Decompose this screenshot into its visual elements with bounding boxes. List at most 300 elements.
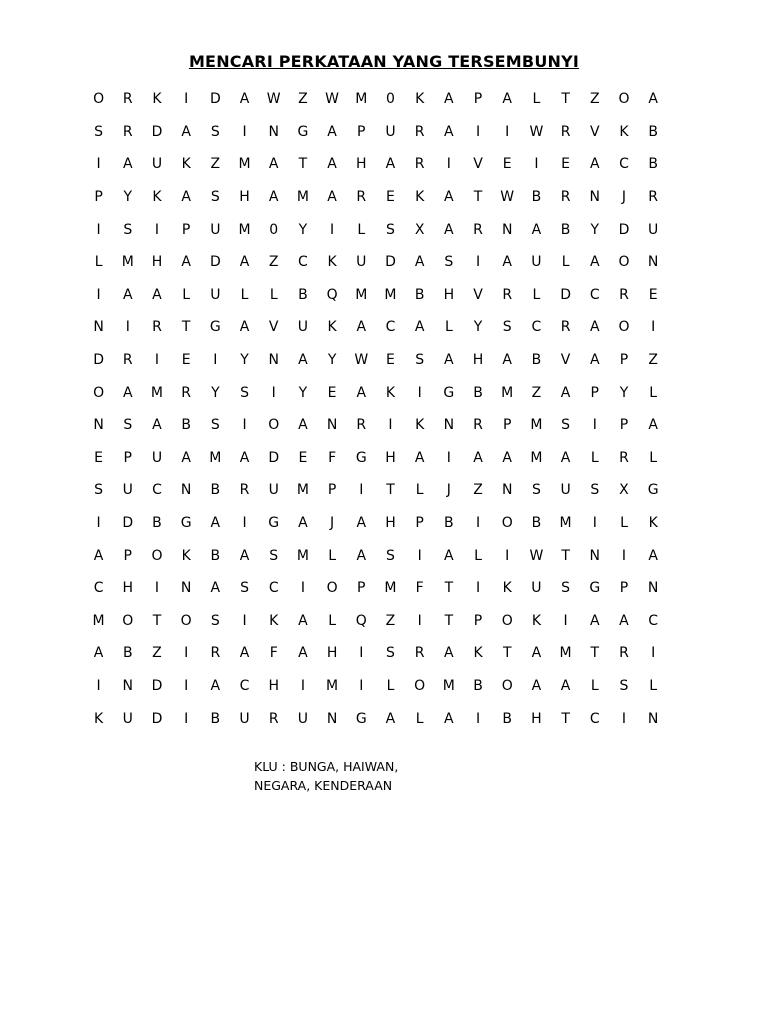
grid-letter: Z	[268, 254, 279, 271]
grid-letter: L	[328, 612, 336, 629]
grid-letter: O	[93, 91, 105, 108]
grid-letter: I	[359, 645, 364, 662]
grid-letter: S	[94, 482, 104, 499]
grid-letter: P	[619, 580, 629, 597]
grid-letter: A	[181, 123, 191, 140]
grid-letter: B	[414, 286, 425, 303]
grid-letter: R	[268, 710, 279, 727]
grid-letter: I	[475, 254, 481, 271]
grid-letter: S	[386, 547, 395, 564]
grid-letter: A	[298, 515, 308, 532]
clue-line-1: KLU : BUNGA, HAIWAN,	[254, 759, 399, 774]
grid-letter: D	[151, 677, 163, 694]
grid-letter: N	[268, 123, 279, 140]
grid-letter: P	[473, 91, 483, 108]
grid-letter: C	[239, 677, 250, 694]
grid-letter: D	[93, 352, 104, 369]
grid-letter: A	[298, 645, 308, 662]
grid-letter: A	[239, 645, 250, 662]
grid-letter: I	[213, 352, 218, 369]
grid-letter: I	[592, 515, 597, 532]
grid-letter: W	[266, 91, 281, 108]
grid-letter: J	[621, 189, 627, 206]
grid-letter: D	[151, 123, 163, 140]
grid-letter: P	[473, 612, 483, 629]
grid-letter: B	[210, 482, 221, 499]
grid-letter: R	[181, 384, 192, 401]
grid-letter: U	[356, 254, 367, 271]
grid-letter: B	[152, 515, 162, 532]
grid-letter: G	[355, 449, 367, 466]
grid-letter: V	[473, 156, 483, 173]
grid-letter: Y	[619, 384, 629, 401]
grid-letter: S	[386, 645, 395, 662]
grid-letter: V	[560, 352, 571, 369]
grid-letter: A	[181, 189, 191, 206]
grid-letter: A	[444, 547, 454, 564]
grid-letter: I	[242, 515, 247, 532]
grid-letter: Q	[355, 612, 367, 629]
grid-letter: I	[242, 417, 247, 434]
grid-letter: R	[473, 221, 483, 238]
grid-letter: U	[297, 710, 309, 727]
grid-letter: Y	[240, 352, 249, 369]
page-title: MENCARI PERKATAAN YANG TERSEMBUNYI	[188, 52, 580, 71]
grid-letter: X	[619, 482, 629, 499]
grid-letter: L	[269, 286, 278, 303]
grid-letter: Z	[589, 91, 600, 108]
grid-letter: A	[93, 547, 104, 564]
grid-letter: K	[502, 580, 512, 597]
grid-letter: I	[242, 612, 247, 629]
grid-letter: K	[531, 612, 541, 629]
grid-letter: A	[327, 156, 337, 173]
grid-letter: I	[96, 156, 101, 173]
grid-letter: A	[560, 677, 571, 694]
grid-letter: L	[620, 515, 628, 532]
grid-letter: S	[240, 580, 249, 597]
grid-letter: A	[122, 286, 133, 303]
grid-letter: T	[386, 482, 395, 499]
grid-letter: U	[122, 710, 133, 727]
grid-letter: R	[414, 645, 425, 662]
grid-letter: R	[122, 123, 133, 140]
grid-letter: I	[96, 286, 101, 303]
grid-letter: L	[474, 547, 482, 564]
grid-letter: K	[415, 91, 425, 108]
grid-letter: A	[181, 449, 191, 466]
grid-letter: T	[561, 710, 570, 727]
grid-letter: L	[561, 254, 570, 271]
grid-letter: S	[94, 123, 104, 140]
grid-letter: O	[93, 384, 105, 401]
grid-letter: R	[239, 482, 250, 499]
grid-letter: I	[184, 677, 189, 694]
grid-letter: A	[589, 156, 600, 173]
grid-letter: M	[384, 286, 397, 303]
grid-letter: B	[444, 515, 454, 532]
grid-letter: K	[327, 254, 337, 271]
grid-letter: C	[385, 319, 396, 336]
grid-letter: O	[180, 612, 192, 629]
grid-letter: R	[356, 189, 367, 206]
grid-letter: T	[561, 547, 570, 564]
grid-letter: D	[268, 449, 280, 466]
grid-letter: G	[355, 710, 367, 727]
grid-letter: O	[268, 417, 280, 434]
grid-letter: H	[531, 710, 542, 727]
grid-letter: R	[356, 417, 367, 434]
grid-letter: E	[298, 449, 308, 466]
grid-letter: I	[417, 612, 422, 629]
grid-letter: H	[326, 645, 338, 662]
grid-letter: A	[444, 221, 454, 238]
grid-letter: A	[298, 352, 308, 369]
grid-letter: P	[327, 482, 337, 499]
grid-letter: A	[122, 156, 133, 173]
grid-letter: J	[330, 515, 335, 532]
grid-letter: O	[618, 319, 630, 336]
grid-letter: A	[268, 156, 279, 173]
clue-text	[254, 757, 398, 795]
grid-letter: G	[297, 123, 309, 140]
grid-letter: R	[648, 189, 659, 206]
grid-letter: A	[385, 710, 396, 727]
grid-letter: A	[356, 319, 367, 336]
grid-letter: M	[296, 482, 309, 499]
grid-letter: Z	[210, 156, 221, 173]
grid-letter: A	[181, 254, 191, 271]
grid-letter: P	[415, 515, 424, 532]
grid-letter: I	[446, 156, 451, 173]
grid-letter: I	[475, 515, 481, 532]
grid-letter: H	[443, 286, 455, 303]
grid-letter: A	[560, 449, 571, 466]
grid-letter: O	[151, 547, 163, 564]
grid-letter: D	[151, 710, 163, 727]
grid-letter: O	[414, 677, 426, 694]
grid-letter: A	[502, 352, 512, 369]
grid-letter: L	[357, 221, 366, 238]
grid-letter: A	[414, 449, 425, 466]
grid-letter: Z	[531, 384, 542, 401]
grid-letter: B	[473, 384, 483, 401]
clue-line-2: NEGARA, KENDERAAN	[254, 778, 393, 793]
grid-letter: B	[210, 547, 221, 564]
grid-letter: A	[239, 254, 250, 271]
grid-letter: K	[152, 91, 162, 108]
grid-letter: B	[531, 352, 542, 369]
grid-letter: N	[268, 352, 279, 369]
grid-letter: I	[651, 319, 656, 336]
grid-letter: N	[647, 710, 659, 727]
grid-letter: L	[415, 710, 424, 727]
grid-letter: H	[151, 254, 163, 271]
grid-letter: R	[473, 417, 483, 434]
grid-letter: B	[298, 286, 308, 303]
word-search-grid	[84, 83, 668, 735]
grid-letter: U	[122, 482, 133, 499]
grid-letter: D	[618, 221, 630, 238]
grid-letter: A	[444, 352, 454, 369]
grid-letter: Z	[385, 612, 396, 629]
grid-letter: T	[473, 189, 483, 206]
grid-letter: M	[121, 254, 134, 271]
grid-letter: I	[359, 482, 364, 499]
grid-letter: M	[442, 677, 455, 694]
grid-letter: I	[446, 449, 451, 466]
grid-letter: H	[385, 515, 396, 532]
grid-letter: E	[181, 352, 191, 369]
grid-letter: 0	[269, 221, 279, 238]
grid-letter: J	[446, 482, 451, 499]
grid-letter: A	[356, 515, 367, 532]
grid-letter: S	[415, 352, 425, 369]
grid-letter: E	[561, 156, 571, 173]
grid-letter: N	[501, 482, 513, 499]
grid-letter: T	[561, 91, 570, 108]
grid-letter: U	[268, 482, 279, 499]
grid-letter: Z	[648, 352, 658, 369]
grid-letter: Y	[327, 352, 337, 369]
grid-letter: D	[560, 286, 571, 303]
grid-letter: I	[242, 123, 247, 140]
grid-letter: I	[563, 612, 568, 629]
grid-letter: O	[122, 612, 134, 629]
grid-letter: P	[502, 417, 512, 434]
grid-letter: I	[96, 221, 101, 238]
grid-letter: K	[473, 645, 483, 662]
grid-letter: R	[122, 91, 133, 108]
grid-letter: A	[122, 384, 133, 401]
grid-letter: R	[152, 319, 162, 336]
grid-letter: A	[444, 123, 454, 140]
grid-letter: G	[268, 515, 280, 532]
grid-letter: I	[184, 645, 189, 662]
grid-letter: I	[300, 580, 305, 597]
grid-letter: N	[326, 710, 338, 727]
grid-letter: A	[531, 221, 542, 238]
grid-letter: A	[444, 189, 454, 206]
grid-letter: S	[386, 221, 395, 238]
grid-letter: R	[414, 156, 425, 173]
grid-letter: I	[592, 417, 597, 434]
grid-letter: N	[647, 580, 659, 597]
grid-letter: G	[443, 384, 455, 401]
grid-letter: P	[357, 123, 366, 140]
grid-letter: G	[589, 580, 601, 597]
grid-letter: O	[326, 580, 338, 597]
grid-letter: L	[590, 449, 599, 466]
grid-letter: I	[417, 384, 422, 401]
grid-letter: M	[530, 449, 543, 466]
grid-letter: R	[560, 319, 571, 336]
grid-letter: M	[559, 515, 572, 532]
grid-letter: X	[414, 221, 425, 238]
grid-letter: U	[239, 710, 250, 727]
grid-letter: L	[182, 286, 191, 303]
grid-letter: L	[532, 286, 541, 303]
grid-letter: L	[444, 319, 453, 336]
grid-letter: A	[298, 612, 308, 629]
grid-letter: Y	[298, 384, 308, 401]
grid-letter: M	[384, 580, 397, 597]
grid-letter: B	[648, 156, 658, 173]
grid-letter: D	[385, 254, 396, 271]
grid-letter: C	[298, 254, 308, 271]
grid-letter: R	[210, 645, 221, 662]
grid-letter: L	[240, 286, 249, 303]
grid-letter: M	[530, 417, 543, 434]
grid-letter: H	[239, 189, 250, 206]
grid-letter: A	[589, 319, 600, 336]
grid-letter: M	[559, 645, 572, 662]
grid-letter: L	[649, 384, 658, 401]
grid-letter: A	[444, 710, 454, 727]
grid-letter: D	[209, 254, 221, 271]
grid-letter: N	[589, 189, 601, 206]
grid-letter: 0	[386, 91, 395, 108]
grid-letter: R	[619, 286, 629, 303]
grid-letter: N	[647, 254, 659, 271]
grid-letter: A	[619, 612, 629, 629]
grid-letter: A	[268, 189, 279, 206]
grid-letter: K	[648, 515, 658, 532]
grid-letter: K	[619, 123, 629, 140]
grid-letter: A	[152, 417, 162, 434]
grid-letter: C	[589, 710, 600, 727]
grid-letter: O	[618, 254, 630, 271]
grid-letter: P	[94, 189, 103, 206]
grid-letter: E	[648, 286, 658, 303]
grid-letter: U	[151, 156, 163, 173]
grid-letter: O	[618, 91, 630, 108]
grid-letter: F	[328, 449, 337, 466]
grid-letter: M	[355, 91, 368, 108]
grid-letter: A	[560, 384, 571, 401]
grid-letter: Z	[473, 482, 483, 499]
grid-letter: S	[561, 580, 571, 597]
grid-letter: N	[93, 417, 104, 434]
grid-letter: P	[590, 384, 599, 401]
grid-letter: S	[444, 254, 454, 271]
grid-letter: I	[534, 156, 539, 173]
grid-letter: L	[328, 547, 336, 564]
grid-letter: I	[125, 319, 130, 336]
grid-letter: A	[356, 547, 367, 564]
grid-letter: I	[96, 677, 101, 694]
grid-letter: Y	[123, 189, 133, 206]
grid-letter: M	[355, 286, 368, 303]
grid-letter: U	[385, 123, 396, 140]
grid-letter: D	[122, 515, 134, 532]
grid-letter: I	[184, 710, 189, 727]
grid-letter: A	[414, 254, 425, 271]
grid-letter: S	[210, 123, 220, 140]
grid-letter: U	[648, 221, 659, 238]
grid-letter: R	[502, 286, 513, 303]
grid-letter: O	[501, 515, 513, 532]
grid-letter: E	[386, 352, 395, 369]
grid-letter: R	[560, 123, 571, 140]
grid-letter: K	[385, 384, 396, 401]
grid-letter: P	[123, 547, 132, 564]
grid-letter: K	[152, 189, 162, 206]
grid-letter: I	[621, 547, 627, 564]
grid-letter: N	[122, 677, 134, 694]
grid-letter: A	[298, 417, 308, 434]
grid-letter: L	[386, 677, 395, 694]
grid-letter: A	[444, 91, 454, 108]
grid-letter: I	[154, 580, 160, 597]
grid-letter: N	[589, 547, 601, 564]
grid-letter: W	[325, 91, 340, 108]
grid-letter: M	[296, 547, 309, 564]
grid-letter: B	[502, 710, 513, 727]
grid-letter: P	[619, 417, 629, 434]
grid-letter: T	[502, 645, 512, 662]
grid-letter: I	[359, 677, 364, 694]
grid-letter: A	[531, 645, 542, 662]
grid-letter: S	[210, 612, 220, 629]
grid-letter: A	[210, 677, 221, 694]
grid-letter: Z	[298, 91, 308, 108]
grid-letter: S	[210, 417, 220, 434]
grid-letter: F	[269, 645, 278, 662]
grid-letter: T	[181, 319, 191, 336]
grid-letter: V	[268, 319, 279, 336]
grid-letter: A	[385, 156, 396, 173]
grid-letter: A	[356, 384, 367, 401]
grid-letter: V	[473, 286, 483, 303]
grid-letter: R	[414, 123, 425, 140]
grid-letter: M	[238, 221, 251, 238]
grid-letter: S	[531, 482, 541, 499]
grid-letter: I	[184, 91, 189, 108]
grid-letter: E	[94, 449, 104, 466]
grid-letter: Q	[326, 286, 338, 303]
grid-letter: A	[152, 286, 162, 303]
grid-letter: L	[590, 677, 599, 694]
grid-letter: E	[327, 384, 337, 401]
grid-letter: A	[239, 449, 250, 466]
grid-letter: T	[298, 156, 308, 173]
grid-letter: B	[531, 515, 542, 532]
grid-letter: C	[93, 580, 104, 597]
grid-letter: P	[123, 449, 132, 466]
grid-letter: R	[619, 645, 629, 662]
grid-letter: A	[327, 123, 337, 140]
grid-letter: N	[501, 221, 513, 238]
grid-letter: B	[122, 645, 133, 662]
grid-letter: F	[415, 580, 424, 597]
grid-letter: C	[152, 482, 162, 499]
grid-letter: L	[415, 482, 424, 499]
grid-letter: U	[531, 254, 542, 271]
grid-letter: I	[475, 580, 481, 597]
grid-letter: N	[180, 482, 192, 499]
grid-letter: W	[529, 123, 544, 140]
grid-letter: A	[502, 254, 512, 271]
grid-letter: K	[415, 417, 425, 434]
grid-letter: I	[330, 221, 335, 238]
grid-letter: L	[94, 254, 103, 271]
grid-letter: A	[502, 91, 512, 108]
grid-letter: V	[589, 123, 600, 140]
grid-letter: I	[271, 384, 276, 401]
grid-letter: H	[385, 449, 396, 466]
grid-letter: S	[590, 482, 600, 499]
